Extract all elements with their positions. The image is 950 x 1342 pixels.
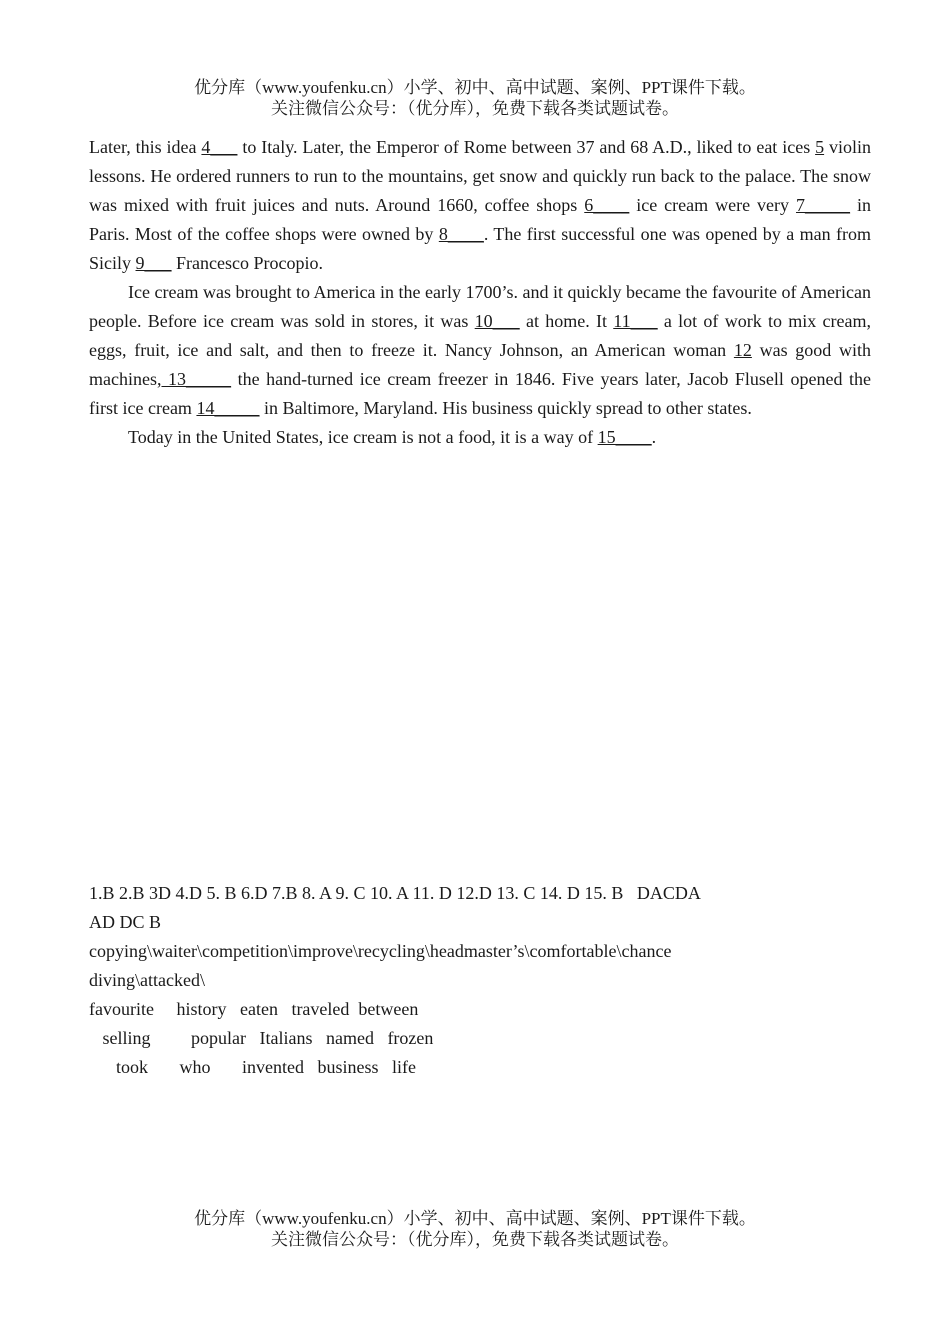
p1-text-7: Francesco Procopio. xyxy=(171,253,323,273)
cloze-passage xyxy=(89,133,871,452)
p1-text-3: violin lessons. He ordered runners to run to the mountains, get snow and quickly run back to the palace. The snow was mixed with fruit juices and nuts. Around 1660, coffee shops xyxy=(89,137,871,215)
p1-text-6: . The first successful one was opened by a man from Sicily xyxy=(89,224,871,273)
blank-4: 4___ xyxy=(201,137,238,157)
footer-line-1: 优分库（www.youfenku.cn）小学、初中、高中试题、案例、PPT课件下载。 xyxy=(194,1209,756,1228)
answer-line-7: took who invented business life xyxy=(89,1057,416,1077)
footer-line-2: 关注微信公众号：（优分库），免费下载各类试题试卷。 xyxy=(271,1230,679,1249)
header-line-2: 关注微信公众号：（优分库），免费下载各类试题试卷。 xyxy=(271,99,679,118)
p2-text-6: in Baltimore, Maryland. His business quickly spread to other states. xyxy=(259,398,752,418)
answer-line-2: AD DC B xyxy=(89,912,162,932)
blank-8: 8____ xyxy=(438,224,484,244)
paragraph-1 xyxy=(89,133,871,278)
p2-text-3: a lot of work to mix cream, eggs, fruit, ice and salt, and then to freeze it. Nancy Johnson, an American woman xyxy=(89,311,871,360)
footer-banner xyxy=(0,1208,950,1250)
paragraph-3 xyxy=(89,423,871,452)
blank-7: 7_____ xyxy=(796,195,851,215)
answer-line-6: selling popular Italians named frozen xyxy=(89,1028,434,1048)
answer-key xyxy=(89,879,889,1082)
p3-text-2: . xyxy=(651,427,657,447)
blank-12: 12 xyxy=(733,340,752,360)
answer-line-4: diving\attacked\ xyxy=(89,970,205,990)
p1-text-1: Later, this idea xyxy=(89,137,202,157)
header-banner xyxy=(0,77,950,119)
paragraph-2 xyxy=(89,278,871,423)
answer-line-5: favourite history eaten traveled between xyxy=(89,999,419,1019)
answer-line-1: 1.B 2.B 3D 4.D 5. B 6.D 7.B 8. A 9. C 10. A 11. D 12.D 13. C 14. D 15. B DACDA xyxy=(89,883,701,903)
p2-text-5: the hand-turned ice cream freezer in 1846. Five years later, Jacob Flusell opened the first ice cream xyxy=(89,369,871,418)
blank-5: 5 xyxy=(815,137,825,157)
blank-6: 6____ xyxy=(584,195,630,215)
p2-text-4: was good with machines, xyxy=(89,340,871,389)
blank-14: 14_____ xyxy=(196,398,260,418)
blank-13: 13_____ xyxy=(161,369,232,389)
p1-text-5: in Paris. Most of the coffee shops were owned by xyxy=(89,195,871,244)
p1-text-2: to Italy. Later, the Emperor of Rome between 37 and 68 A.D., liked to eat ices xyxy=(237,137,816,157)
p2-text-2: at home. It xyxy=(519,311,614,331)
p3-text-1: Today in the United States, ice cream is not a food, it is a way of xyxy=(128,427,598,447)
header-line-1: 优分库（www.youfenku.cn）小学、初中、高中试题、案例、PPT课件下载。 xyxy=(194,78,756,97)
blank-10: 10___ xyxy=(474,311,520,331)
p1-text-4: ice cream were very xyxy=(629,195,797,215)
blank-11: 11___ xyxy=(613,311,658,331)
answer-line-3: copying\waiter\competition\improve\recycling\headmaster’s\comfortable\chance xyxy=(89,941,672,961)
blank-15: 15____ xyxy=(597,427,652,447)
blank-9: 9___ xyxy=(135,253,172,273)
p2-text-1: Ice cream was brought to America in the early 1700’s. and it quickly became the favourite of American people. Before ice cream was sold in stores, it was xyxy=(89,282,871,331)
